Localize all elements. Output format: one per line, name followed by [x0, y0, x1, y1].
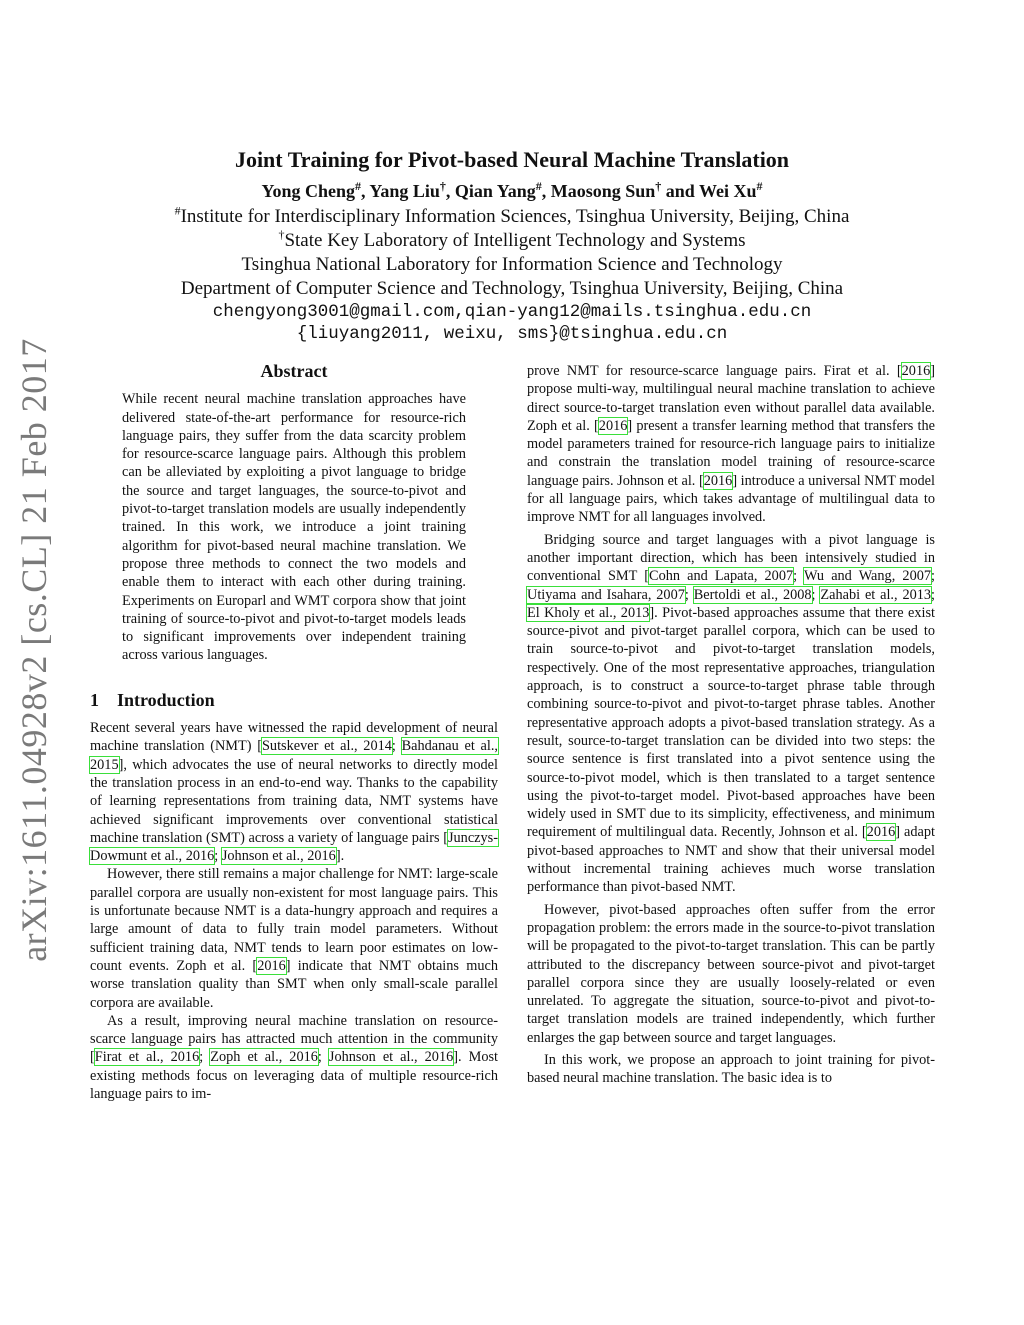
right-column — [527, 362, 935, 1088]
body-text: ; — [931, 568, 935, 585]
body-text: ] adapt pivot-based approaches to NMT and show that their universal model without incremental training achieves much worse translation performance than pivot-based NMT. — [527, 824, 936, 896]
affiliation-2 — [90, 229, 934, 253]
citation-link[interactable]: Bahdanau et al., 2015 — [90, 738, 498, 773]
right-paragraph-3: However, pivot-based approaches often suffer from the error propagation problem: the errors made in the source-to-pivot translation will be propagated to the pivot-to-target translation. This can be partly attributed to the discrepancy between source-pivot and pivot-target parallel corpora since they are usually loosely-related or even unrelated. To aggregate the situation, source-to-pivot and pivot-to-target translation models are trained independently, which further enlarges the gap between source and target languages. — [527, 901, 935, 1046]
email-line-1: chengyong3001@gmail.com,qian-yang12@mails.tsinghua.edu.cn — [212, 302, 812, 322]
citation-link[interactable]: Zoph et al., 2016 — [210, 1049, 318, 1066]
body-text: ; — [214, 848, 222, 865]
author-name: Yong Cheng — [261, 181, 355, 201]
right-paragraph-2 — [527, 531, 935, 897]
body-text: ; — [199, 1049, 211, 1066]
body-text: ] indicate that NMT obtains much worse translation quality than SMT when only small-scale parallel corpora are available. — [90, 957, 498, 1011]
paper-header — [90, 143, 934, 345]
author-name: Qian Yang — [454, 181, 536, 201]
section-title: Introduction — [117, 689, 215, 710]
citation-link[interactable]: 2016 — [901, 363, 931, 379]
body-text: ] propose multi-way, multilingual neural machine translation to achieve direct source-to-target translation even without parallel data available. Zoph et al. [ — [527, 363, 935, 434]
body-text: ; — [793, 568, 804, 585]
left-column — [90, 362, 498, 1103]
author-name: Wei Xu — [699, 181, 757, 201]
affiliation-mark: # — [756, 179, 763, 193]
body-text: Recent several years have witnessed the rapid development of neural machine translation (NMT) [ — [90, 720, 498, 755]
affiliation-mark: # — [355, 179, 361, 193]
author-name: Yang Liu — [369, 181, 440, 201]
arxiv-identifier: arXiv:1611.04928v2 [cs.CL] 21 Feb 2017 — [14, 338, 54, 962]
affiliation-4: Department of Computer Science and Technology, Tsinghua University, Beijing, China — [180, 278, 844, 299]
intro-paragraph-1 — [90, 719, 498, 865]
citation-link[interactable]: Bertoldi et al., 2008 — [693, 586, 812, 603]
citation-link[interactable]: 2016 — [257, 957, 286, 974]
body-text: ; — [317, 1049, 329, 1066]
affiliation-text: State Key Laboratory of Intelligent Technology and Systems — [284, 230, 746, 251]
citation-link[interactable]: Wu and Wang, 2007 — [803, 568, 932, 585]
paper-title: Joint Training for Pivot-based Neural Machine Translation — [234, 147, 790, 172]
intro-paragraph-3 — [90, 1012, 498, 1103]
body-text: Bridging source and target languages with a pivot language is another important direction, which has been intensively studied in conventional SMT [ — [527, 531, 935, 585]
body-text: As a result, improving neural machine translation on resource-scarce language pairs has attracted much attention in the community [ — [90, 1012, 498, 1066]
affiliation-mark: † — [655, 179, 662, 193]
right-paragraph-4: In this work, we propose an approach to joint training for pivot-based neural machine translation. The basic idea is to — [527, 1051, 935, 1087]
citation-link[interactable]: Junczys-Dowmunt et al., 2016 — [90, 829, 498, 865]
body-text: ], which advocates the use of neural networks to directly model the translation process in an end-to-end way. Thanks to the capability of learning representations from training data, NMT systems have achieved significant improvements over conventional statistical machine translation (SMT) across a variety of language pairs [ — [90, 756, 498, 846]
body-text: ; — [391, 738, 402, 755]
intro-paragraph-2 — [90, 865, 498, 1011]
body-text: However, there still remains a major challenge for NMT: large-scale parallel corpora are usually non-existent for most language pairs. This is unfortunate because NMT is a data-hungry approach and requires a large amount of data to fully train model parameters. Without sufficient training data, NMT tends to learn poor estimates on low-count events. Zoph et al. [ — [90, 866, 498, 974]
body-text: prove NMT for resource-scarce language pairs. Firat et al. [ — [527, 363, 902, 379]
body-text: ; — [931, 586, 936, 603]
citation-link[interactable]: Sutskever et al., 2014 — [261, 738, 392, 755]
body-text: ] present a transfer learning method that transfers the model parameters trained for resource-rich language pairs to initialize and constrain the translation model training of resource-scarce language pairs. Johnson et al. [ — [527, 417, 936, 489]
body-text: ] introduce a universal NMT model for all language pairs, which takes advantage of multilingual data to improve NMT for all languages involved. — [527, 472, 935, 526]
affiliation-3: Tsinghua National Laboratory for Information Science and Technology — [241, 254, 783, 275]
citation-link[interactable]: Cohn and Lapata, 2007 — [649, 568, 794, 585]
affiliation-text: Institute for Interdisciplinary Information Sciences, Tsinghua University, Beijing, China — [180, 206, 850, 227]
arxiv-sidebar — [14, 338, 54, 962]
affiliation-mark: † — [278, 227, 285, 242]
author-name: Maosong Sun — [550, 181, 656, 201]
affiliation-mark: # — [535, 179, 542, 193]
affiliation-1 — [90, 205, 934, 229]
affiliation-mark: † — [439, 179, 446, 193]
citation-link[interactable]: Johnson et al., 2016 — [328, 1049, 454, 1066]
section-heading-introduction — [90, 691, 498, 709]
author-list: Yong Cheng#, Yang Liu†, Qian Yang#, Maosong Sun† and Wei Xu# — [261, 179, 763, 201]
body-text: ]. Most existing methods focus on leveraging data of multiple resource-rich language pairs to im- — [90, 1049, 499, 1102]
abstract-body: While recent neural machine translation approaches have delivered state-of-the-art performance for resource-rich language pairs, they suffer from the data scarcity problem for resource-scarce language pairs. Although this problem can be alleviated by exploiting a pivot language to bridge the source and target languages, the source-to-pivot and pivot-to-target translation models are usually independently trained. In this work, we introduce a joint training algorithm for pivot-based neural machine translation. We propose three methods to connect the two models and enable them to interact with each other during training. Experiments on Europarl and WMT corpora show that joint training of source-to-pivot and pivot-to-target models leads to significant improvements over independent training across various languages. — [122, 391, 466, 664]
body-text: ]. Pivot-based approaches assume that there exist source-pivot and pivot-target parallel corpora, which can be used to train source-to-pivot and pivot-to-target translation models, respectively. One of the most representative approaches, triangulation approach, is to construct a source-to-target phrase table through combining source-to-pivot and pivot-to-target phrase tables. Another representative approach adopts a pivot-based translation strategy. As a result, source-to-target translation can be divided into two steps: the source sentence is first translated into a pivot sentence using the source-to-pivot model, which is then translated to a target sentence using the pivot-to-target model. Pivot-based approaches have been widely used in SMT due to its simplicity, effectiveness, and minimum requirement of multilingual data. Recently, Johnson et al. [ — [527, 604, 935, 841]
citation-link[interactable]: Firat et al., 2016 — [94, 1049, 200, 1066]
citation-link[interactable]: 2016 — [866, 824, 896, 841]
citation-link[interactable]: 2016 — [598, 417, 628, 434]
citation-link[interactable]: Utiyama and Isahara, 2007 — [527, 586, 685, 603]
body-text: ]. — [335, 848, 345, 865]
citation-link[interactable]: Johnson et al., 2016 — [221, 848, 336, 865]
section-number: 1 — [90, 689, 99, 710]
citation-link[interactable]: 2016 — [703, 472, 733, 489]
email-line-2: {liuyang2011, weixu, sms}@tsinghua.edu.cn — [296, 324, 728, 344]
citation-link[interactable]: Zahabi et al., 2013 — [820, 586, 932, 603]
right-paragraph-1 — [527, 362, 935, 527]
citation-link[interactable]: El Kholy et al., 2013 — [527, 604, 650, 621]
body-text: ; — [811, 586, 821, 603]
body-text: ; — [684, 586, 694, 603]
affiliation-mark: # — [174, 203, 181, 218]
abstract-heading: Abstract — [260, 361, 328, 381]
